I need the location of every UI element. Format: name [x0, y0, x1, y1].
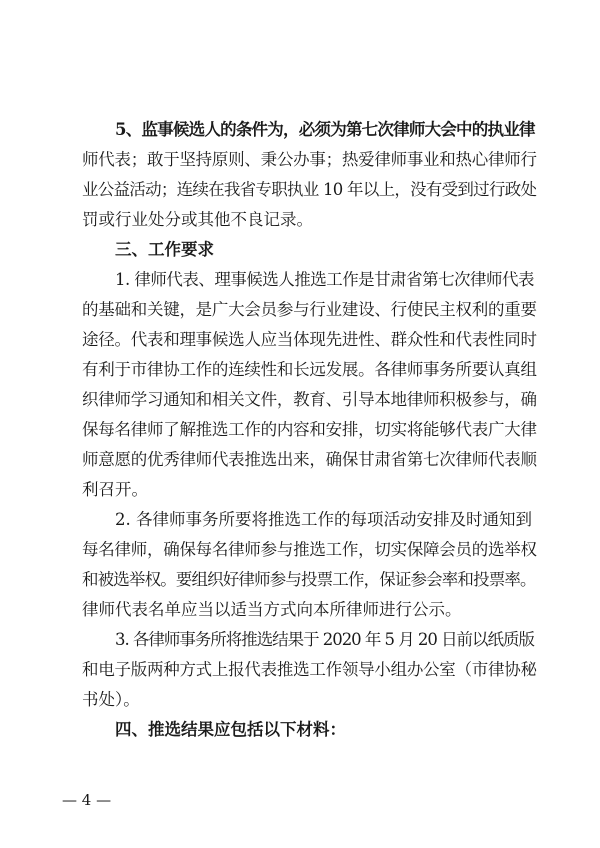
page-number: — 4 — — [62, 791, 112, 809]
paragraph-line: 业公益活动；连续在我省专职执业 10 年以上，没有受到过行政处 — [82, 180, 537, 199]
paragraph-line: 织律师学习通知和相关文件，教育、引导本地律师积极参与，确 — [82, 390, 537, 409]
section-heading-work-requirements: 三、工作要求 — [115, 240, 214, 259]
paragraph-line: 罚或行业处分或其他不良记录。 — [82, 210, 313, 229]
paragraph-line: 有利于市律协工作的连续性和长远发展。各律师事务所要认真组 — [82, 360, 537, 379]
paragraph-line: 师代表；敢于坚持原则、秉公办事；热爱律师事业和热心律师行 — [82, 150, 537, 169]
paragraph-line: 每名律师，确保每名律师参与推选工作，切实保障会员的选举权 — [82, 540, 537, 559]
paragraph-line: 利召开。 — [82, 480, 148, 499]
paragraph-line: 保每名律师了解推选工作的内容和安排，切实将能够代表广大律 — [82, 420, 537, 439]
paragraph-line: 1. 律师代表、理事候选人推选工作是甘肃省第七次律师代表 — [115, 270, 534, 289]
section-heading-results-materials: 四、推选结果应包括以下材料： — [115, 720, 346, 739]
paragraph-line: 和电子版两种方式上报代表推选工作领导小组办公室（市律协秘 — [82, 660, 537, 679]
paragraph-line: 5、监事候选人的条件为，必须为第七次律师大会中的执业律 — [115, 120, 535, 139]
paragraph-line: 和被选举权。要组织好律师参与投票工作，保证参会率和投票率。 — [82, 570, 536, 589]
paragraph-line: 律师代表名单应当以适当方式向本所律师进行公示。 — [82, 600, 462, 619]
paragraph-line: 2. 各律师事务所要将推选工作的每项活动安排及时通知到 — [115, 510, 532, 529]
paragraph-line: 师意愿的优秀律师代表推选出来，确保甘肃省第七次律师代表顺 — [82, 450, 537, 469]
paragraph-line: 书处）。 — [82, 690, 140, 709]
paragraph-line: 的基础和关键，是广大会员参与行业建设、行使民主权利的重要 — [82, 300, 537, 319]
paragraph-line: 途径。代表和理事候选人应当体现先进性、群众性和代表性同时 — [82, 330, 537, 349]
paragraph-line: 3. 各律师事务所将推选结果于 2020 年 5 月 20 日前以纸质版 — [115, 630, 534, 649]
